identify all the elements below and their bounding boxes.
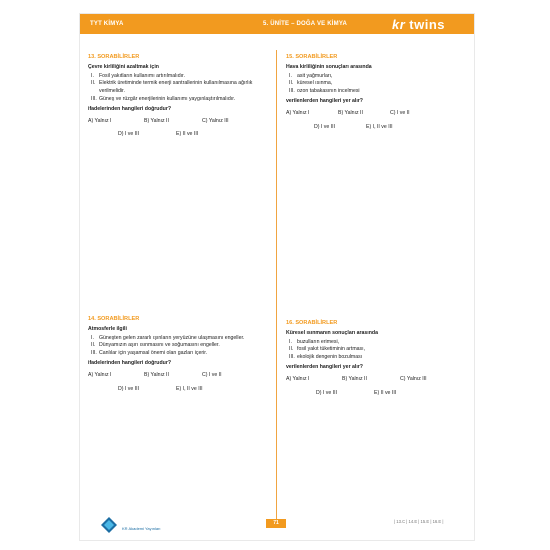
question-14 bbox=[88, 316, 270, 399]
option-a[interactable]: A) Yalnız I bbox=[88, 371, 112, 378]
question-stem: Küresel ısınmanın sonuçları arasında bbox=[286, 329, 378, 336]
option-b[interactable]: B) Yalnız II bbox=[144, 371, 169, 378]
answer-options bbox=[88, 118, 268, 140]
option-d[interactable]: D) I ve III bbox=[118, 131, 140, 138]
question-number: 16. SORABİLİRLER bbox=[286, 320, 338, 326]
question-ask: verilenlerden hangileri yer alır? bbox=[286, 363, 363, 370]
logo-twins: twins bbox=[409, 17, 446, 32]
header-subject: TYT KİMYA bbox=[80, 14, 175, 34]
option-c[interactable]: C) I ve II bbox=[202, 371, 222, 378]
column-divider bbox=[276, 50, 277, 520]
statement-item: III. ekolojik dengenin bozulması bbox=[289, 354, 363, 361]
question-number: 14. SORABİLİRLER bbox=[88, 316, 140, 322]
statement-item: I. Fosil yakıtların kullanımı artırılmalıdır. bbox=[91, 72, 185, 79]
option-c[interactable]: C) Yalnız III bbox=[400, 375, 427, 382]
option-a[interactable]: A) Yalnız I bbox=[88, 117, 112, 124]
option-e[interactable]: E) I, II ve III bbox=[366, 123, 393, 130]
header-unit-title: 5. ÜNİTE – DOĞA VE KİMYA bbox=[175, 14, 435, 34]
option-a[interactable]: A) Yalnız I bbox=[286, 375, 310, 382]
page-number: 71 bbox=[266, 519, 286, 528]
statement-item: III. Güneş ve rüzgâr enerjilerinin kullanımı yaygınlaştırılmalıdır. bbox=[91, 95, 236, 102]
statement-item: II. fosil yakıt tüketiminin artması, bbox=[289, 346, 366, 353]
publisher-name: KR Akademi Yayınları bbox=[122, 526, 161, 531]
answer-options bbox=[286, 376, 468, 398]
logo-kr: kr bbox=[392, 17, 406, 32]
option-c[interactable]: C) I ve II bbox=[390, 109, 410, 116]
option-d[interactable]: D) I ve III bbox=[118, 385, 140, 392]
question-stem: Atmosferle ilgili bbox=[88, 325, 127, 332]
statement-item: I. Güneşten gelen zararlı ışınların yeryüzüne ulaşmasını engeller. bbox=[91, 334, 245, 341]
question-stem: Çevre kirliliğini azaltmak için bbox=[88, 63, 159, 70]
question-number: 15. SORABİLİRLER bbox=[286, 54, 338, 60]
answer-options bbox=[88, 372, 270, 394]
statement-item: II. Elektrik üretiminde termik enerji santrallerinin kullanılmasına ağırlık verilmelidir. bbox=[91, 80, 253, 95]
option-a[interactable]: A) Yalnız I bbox=[286, 109, 310, 116]
statement-item: I. buzulların erimesi, bbox=[289, 338, 340, 345]
question-number: 13. SORABİLİRLER bbox=[88, 54, 140, 60]
krtwins-logo bbox=[392, 17, 474, 43]
question-16 bbox=[286, 320, 468, 403]
publisher-logo-icon bbox=[100, 516, 118, 534]
answer-options bbox=[286, 110, 466, 132]
option-e[interactable]: E) I, II ve III bbox=[176, 385, 203, 392]
option-c[interactable]: C) Yalnız III bbox=[202, 117, 229, 124]
statement-item: III. Canlılar için yaşamsal önemi olan gazları içerir. bbox=[91, 350, 208, 357]
option-e[interactable]: E) II ve III bbox=[374, 389, 397, 396]
question-ask: verilenlerden hangileri yer alır? bbox=[286, 97, 363, 104]
option-d[interactable]: D) I ve III bbox=[314, 123, 336, 130]
statement-item: I. asit yağmurları, bbox=[289, 72, 333, 79]
statement-item: II. küresel ısınma, bbox=[289, 80, 333, 87]
question-ask: ifadelerinden hangileri doğrudur? bbox=[88, 105, 172, 112]
answer-codes: | 13.C | 14.E | 15.E | 16.E | bbox=[394, 519, 444, 524]
statement-item: II. Dünyamızın aşırı ısınmasını ve soğumasını engeller. bbox=[91, 342, 220, 349]
question-stem: Hava kirliliğinin sonuçları arasında bbox=[286, 63, 372, 70]
option-e[interactable]: E) II ve III bbox=[176, 131, 199, 138]
question-15 bbox=[286, 54, 466, 137]
option-d[interactable]: D) I ve III bbox=[316, 389, 338, 396]
question-ask: ifadelerinden hangileri doğrudur? bbox=[88, 359, 172, 366]
option-b[interactable]: B) Yalnız II bbox=[338, 109, 363, 116]
book-page bbox=[80, 14, 474, 540]
question-13 bbox=[88, 54, 268, 145]
statement-item: III. ozon tabakasının incelmesi bbox=[289, 88, 360, 95]
option-b[interactable]: B) Yalnız II bbox=[342, 375, 367, 382]
option-b[interactable]: B) Yalnız II bbox=[144, 117, 169, 124]
